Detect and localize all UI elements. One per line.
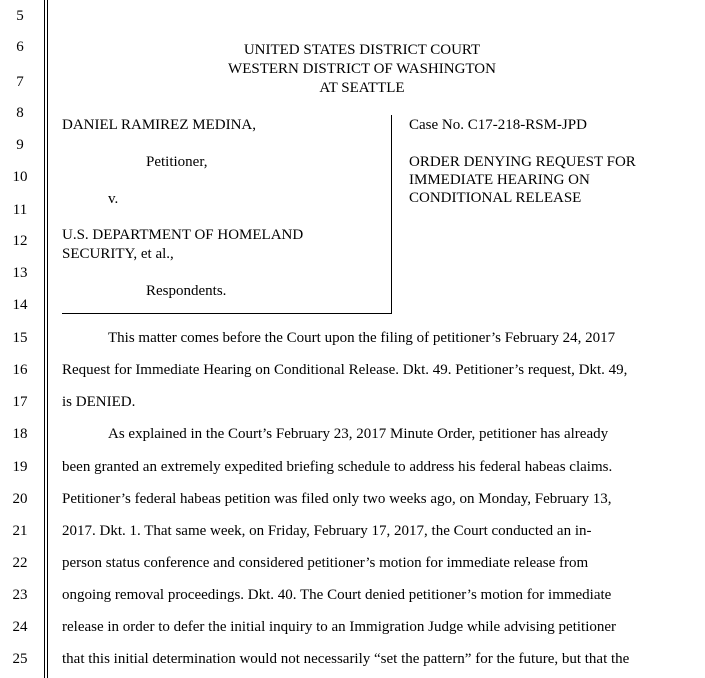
body-line: been granted an extremely expedited briefing schedule to address his federal habeas claims.: [62, 459, 613, 475]
body-line: Petitioner’s federal habeas petition was filed only two weeks ago, on Monday, February 13,: [62, 491, 612, 507]
line-number: 6: [16, 39, 24, 55]
body-line: that this initial determination would not necessarily “set the pattern” for the future, but that the: [62, 651, 630, 667]
petitioner-name: DANIEL RAMIREZ MEDINA,: [62, 117, 257, 133]
margin-rule-right: [47, 0, 48, 678]
line-number: 17: [12, 394, 28, 410]
line-number: 23: [12, 587, 28, 603]
body-line: Request for Immediate Hearing on Conditional Release. Dkt. 49. Petitioner’s request, Dkt. 49,: [62, 362, 628, 378]
versus: v.: [108, 191, 119, 207]
body-line: ongoing removal proceedings. Dkt. 40. The Court denied petitioner’s motion for immediate: [62, 587, 612, 603]
court-district: WESTERN DISTRICT OF WASHINGTON: [228, 61, 496, 77]
line-number: 14: [12, 297, 28, 313]
body-line: is DENIED.: [62, 394, 136, 410]
court-location: AT SEATTLE: [319, 80, 405, 96]
line-number: 24: [12, 619, 28, 635]
line-number: 9: [16, 137, 24, 153]
line-number: 10: [12, 169, 28, 185]
line-number: 11: [12, 202, 28, 218]
line-number: 7: [16, 74, 24, 90]
caption-divider-vertical: [391, 115, 392, 314]
line-number: 22: [12, 555, 28, 571]
line-number: 16: [12, 362, 28, 378]
line-number: 18: [12, 426, 28, 442]
order-title-line1: ORDER DENYING REQUEST FOR: [409, 154, 636, 170]
line-number: 8: [16, 105, 24, 121]
caption-divider-horizontal: [62, 313, 392, 314]
order-title-line2: IMMEDIATE HEARING ON: [409, 172, 590, 188]
body-line: release in order to defer the initial inquiry to an Immigration Judge while advising petitioner: [62, 619, 617, 635]
line-number: 13: [12, 265, 28, 281]
line-number: 5: [16, 8, 24, 24]
line-number: 12: [12, 233, 28, 249]
court-name: UNITED STATES DISTRICT COURT: [243, 42, 481, 58]
line-number: 25: [12, 651, 28, 667]
respondent-name-line2: SECURITY, et al.,: [62, 246, 174, 262]
petitioner-role: Petitioner,: [146, 154, 208, 170]
body-line: 2017. Dkt. 1. That same week, on Friday, February 17, 2017, the Court conducted an in-: [62, 523, 592, 539]
respondent-role: Respondents.: [146, 283, 227, 299]
respondent-name-line1: U.S. DEPARTMENT OF HOMELAND: [62, 227, 304, 243]
margin-rule-left: [44, 0, 45, 678]
line-number: 15: [12, 330, 28, 346]
body-line: As explained in the Court’s February 23, 2017 Minute Order, petitioner has already: [108, 426, 609, 442]
order-title-line3: CONDITIONAL RELEASE: [409, 190, 582, 206]
body-line: This matter comes before the Court upon the filing of petitioner’s February 24, 2017: [108, 330, 616, 346]
body-line: person status conference and considered petitioner’s motion for immediate release from: [62, 555, 589, 571]
line-number: 19: [12, 459, 28, 475]
case-number: Case No. C17-218-RSM-JPD: [409, 117, 587, 133]
line-number: 20: [12, 491, 28, 507]
line-number: 21: [12, 523, 28, 539]
